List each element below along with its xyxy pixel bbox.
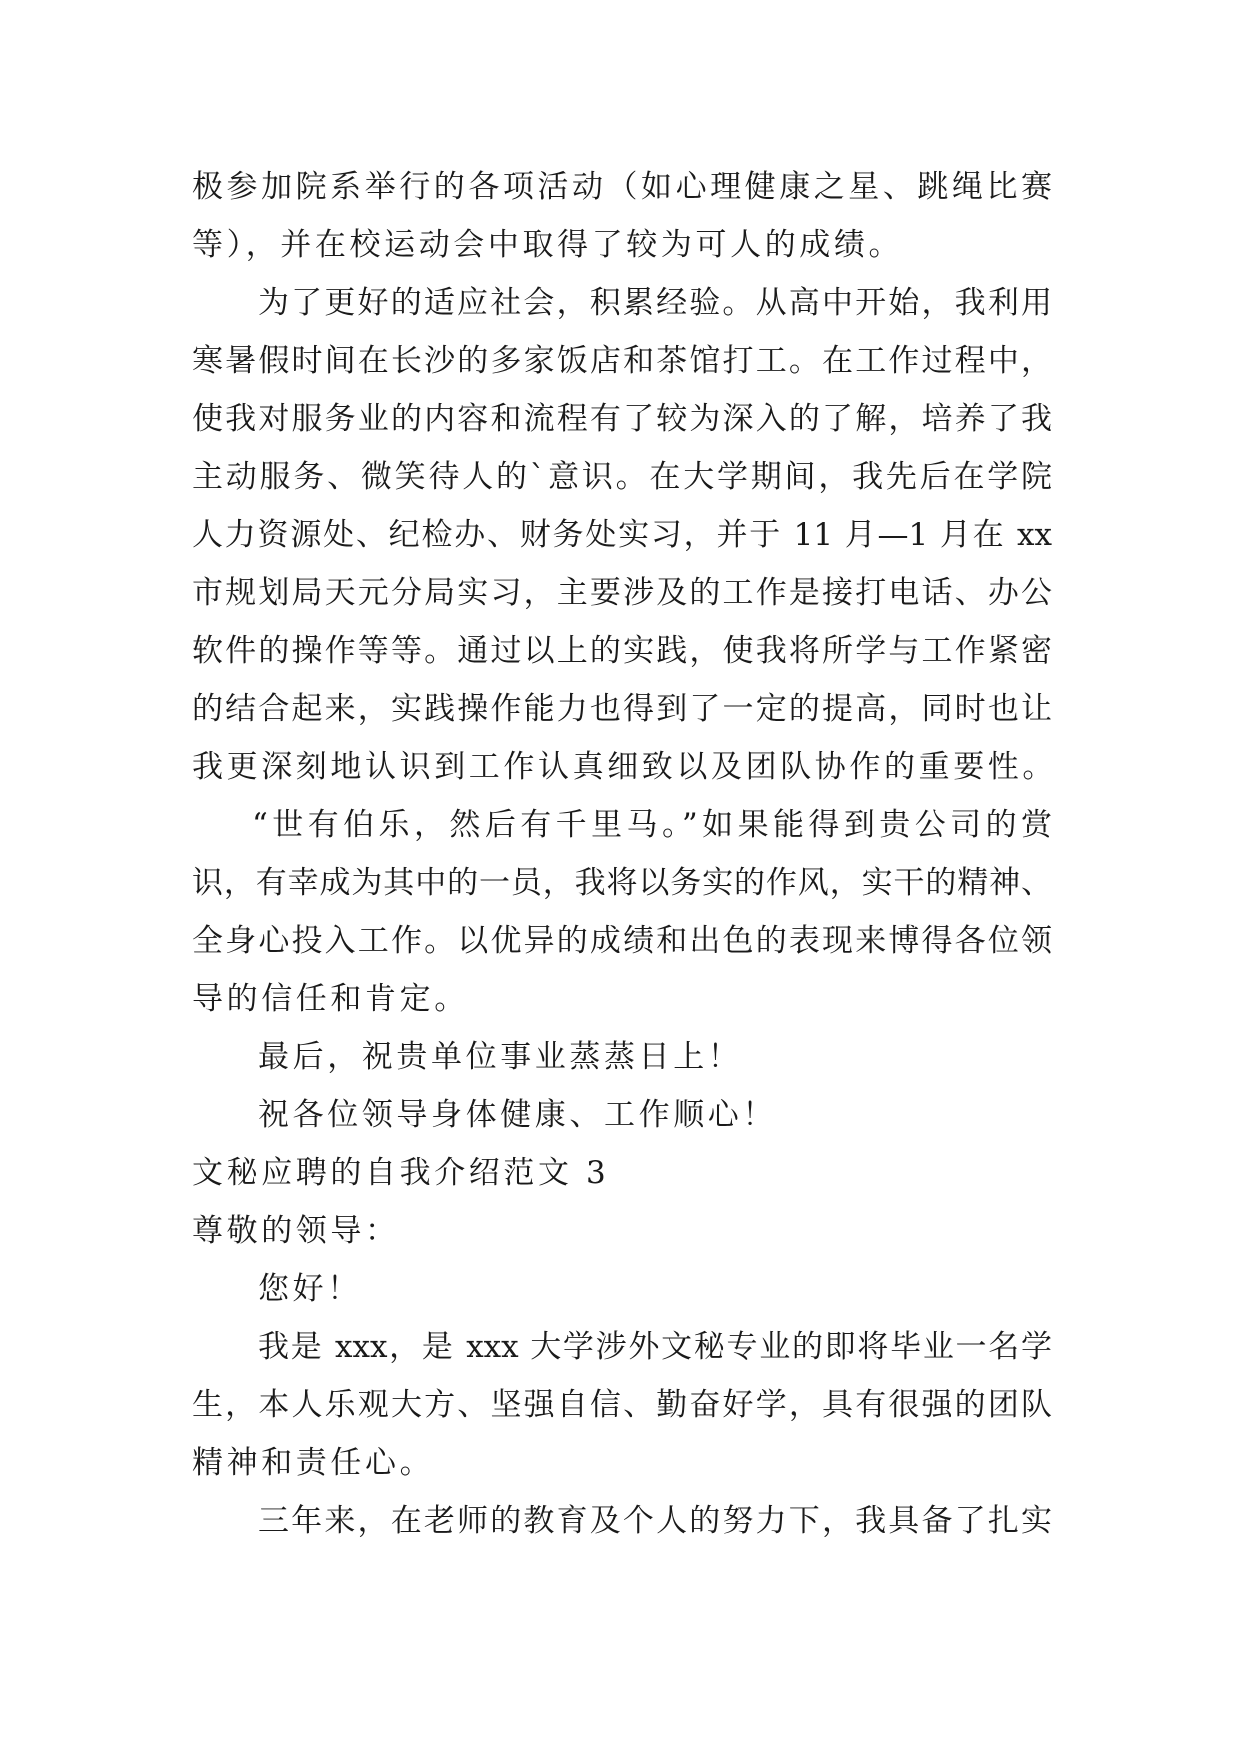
text-line: 等），并在校运动会中取得了较为可人的成绩。 [192,227,904,263]
text-line: 全身心投入工作。以优异的成绩和出色的表现来博得各位领 [192,923,1052,959]
text-line: 文秘应聘的自我介绍范文 3 [192,1155,610,1191]
text-line: 软件的操作等等。通过以上的实践，使我将所学与工作紧密 [192,633,1052,669]
text-line: 使我对服务业的内容和流程有了较为深入的了解，培养了我 [192,401,1052,437]
text-line: 我更深刻地认识到工作认真细致以及团队协作的重要性。 [192,749,1057,785]
text-line: “世有伯乐，然后有千里马。”如果能得到贵公司的赏 [252,807,1052,843]
text-line: 寒暑假时间在长沙的多家饭店和茶馆打工。在工作过程中， [192,343,1052,379]
text-line: 市规划局天元分局实习，主要涉及的工作是接打电话、办公 [192,575,1052,611]
text-line: 我是 xxx，是 xxx 大学涉外文秘专业的即将毕业一名学 [258,1329,1052,1365]
text-line: 尊敬的领导： [192,1213,400,1249]
text-line: 的结合起来，实践操作能力也得到了一定的提高，同时也让 [192,691,1052,727]
text-line: 导的信任和肯定。 [192,981,469,1017]
text-line: 识，有幸成为其中的一员，我将以务实的作风，实干的精神、 [192,865,1052,901]
text-line: 祝各位领导身体健康、工作顺心！ [258,1097,777,1133]
text-line: 三年来，在老师的教育及个人的努力下，我具备了扎实 [258,1503,1052,1539]
text-line: 精神和责任心。 [192,1445,435,1481]
document-body [192,158,1057,1550]
text-line: 极参加院系举行的各项活动（如心理健康之星、跳绳比赛 [192,169,1052,205]
text-line: 您好！ [258,1271,362,1307]
text-line: 为了更好的适应社会，积累经验。从高中开始，我利用 [258,285,1052,321]
text-line: 主动服务、微笑待人的`意识。在大学期间，我先后在学院 [192,459,1052,495]
text-line: 最后，祝贵单位事业蒸蒸日上！ [258,1039,743,1075]
text-line: 生，本人乐观大方、坚强自信、勤奋好学，具有很强的团队 [192,1387,1052,1423]
text-line: 人力资源处、纪检办、财务处实习，并于 11 月—1 月在 xx [192,517,1052,553]
